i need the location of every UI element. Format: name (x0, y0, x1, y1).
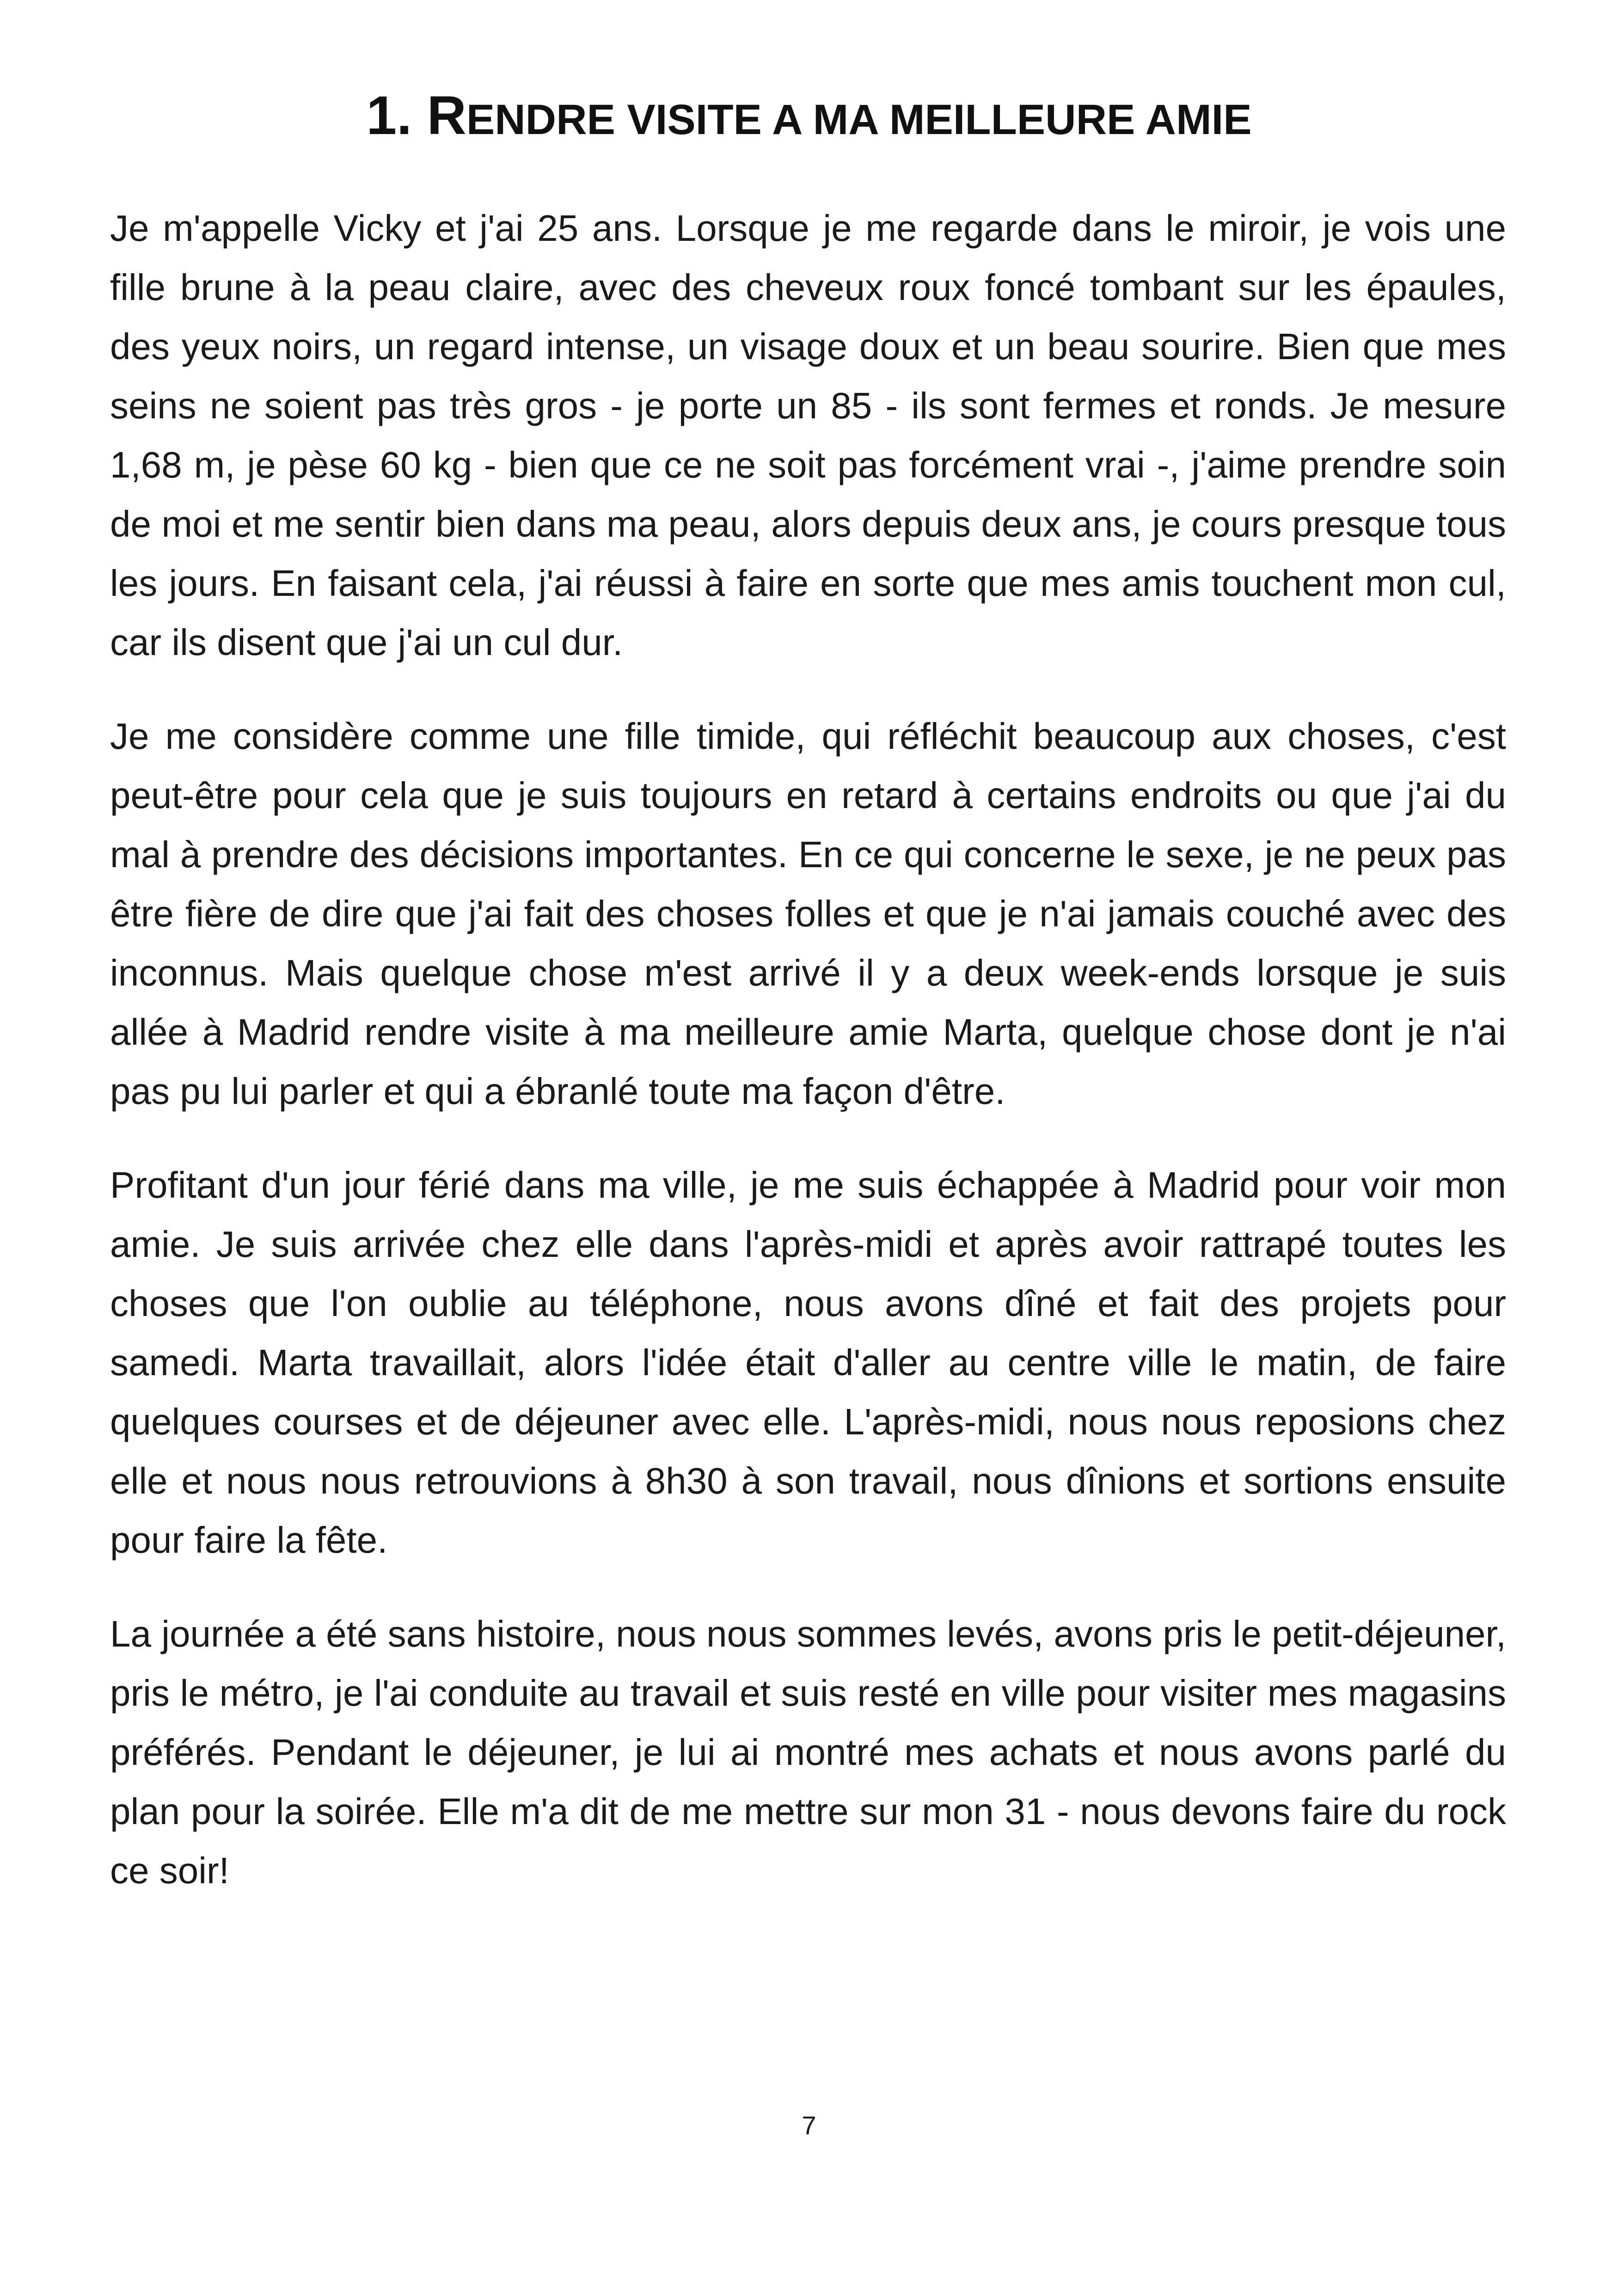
chapter-number: 1. (366, 85, 412, 146)
paragraph: Je me considère comme une fille timide, qui réfléchit beaucoup aux choses, c'est peut-être pour cela que je suis toujours en retard à certains endroits ou que j'ai du mal à prendre des décisions importantes. En ce qui concerne le sexe, je ne peux pas être fière de dire que j'ai fait des choses folles et que je n'ai jamais couché avec des inconnus. Mais quelque chose m'est arrivé il y a deux week-ends lorsque je suis allée à Madrid rendre visite à ma meilleure amie Marta, quelque chose dont je n'ai pas pu lui parler et qui a ébranlé toute ma façon d'être. (110, 716, 1506, 1112)
body-text (110, 199, 1506, 1935)
chapter-title-initial: R (427, 85, 466, 146)
chapter-title-rest: ENDRE VISITE A MA MEILLEURE AMIE (466, 96, 1252, 143)
paragraph: Profitant d'un jour férié dans ma ville, je me suis échappée à Madrid pour voir mon amie. Je suis arrivée chez elle dans l'après-midi et après avoir rattrapé toutes les choses que l'on oublie au téléphone, nous avons dîné et fait des projets pour samedi. Marta travaillait, alors l'idée était d'aller au centre ville le matin, de faire quelques courses et de déjeuner avec elle. L'après-midi, nous nous reposions chez elle et nous nous retrouvions à 8h30 à son travail, nous dînions et sortions ensuite pour faire la fête. (110, 1164, 1506, 1561)
chapter-title (0, 81, 1618, 154)
paragraph: Je m'appelle Vicky et j'ai 25 ans. Lorsque je me regarde dans le miroir, je vois une fille brune à la peau claire, avec des cheveux roux foncé tombant sur les épaules, des yeux noirs, un regard intense, un visage doux et un beau sourire. Bien que mes seins ne soient pas très gros - je porte un 85 - ils sont fermes et ronds. Je mesure 1,68 m, je pèse 60 kg - bien que ce ne soit pas forcément vrai -, j'aime prendre soin de moi et me sentir bien dans ma peau, alors depuis deux ans, je cours presque tous les jours. En faisant cela, j'ai réussi à faire en sorte que mes amis touchent mon cul, car ils disent que j'ai un cul dur. (110, 208, 1506, 663)
paragraph: La journée a été sans histoire, nous nous sommes levés, avons pris le petit-déjeuner, pris le métro, je l'ai conduite au travail et suis resté en ville pour visiter mes magasins préférés. Pendant le déjeuner, je lui ai montré mes achats et nous avons parlé du plan pour la soirée. Elle m'a dit de me mettre sur mon 31 - nous devons faire du rock ce soir! (110, 1613, 1506, 1891)
page-number: 7 (802, 2111, 816, 2140)
